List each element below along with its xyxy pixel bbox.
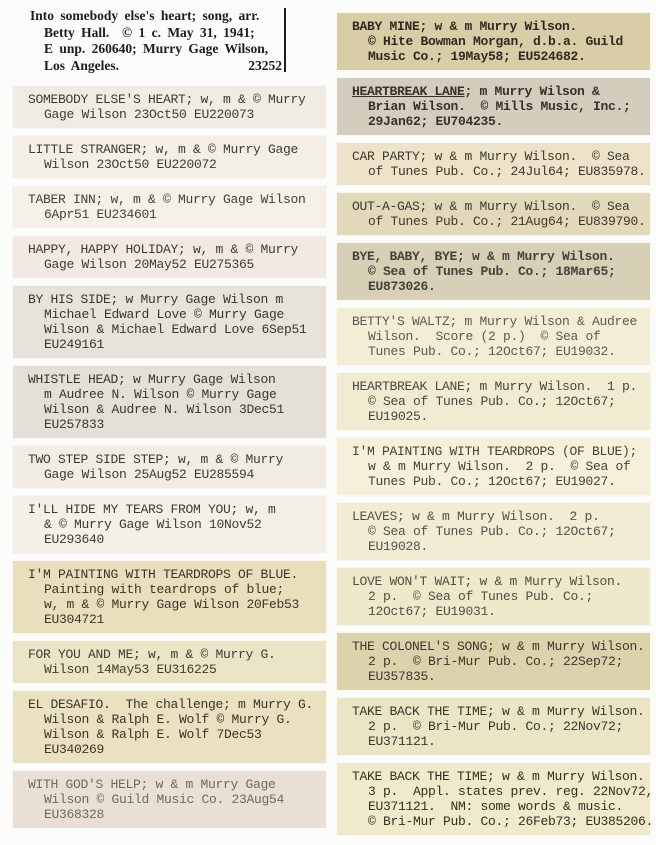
catalog-entry bbox=[337, 633, 650, 690]
entry-line: Gage Wilson 23Oct50 EU220073 bbox=[44, 107, 255, 122]
catalog-entry bbox=[337, 438, 650, 495]
entry-line: © Sea of Tunes Pub. Co.; 12Oct67; bbox=[368, 524, 616, 539]
catalog-entry bbox=[13, 771, 326, 828]
page-number: 23252 bbox=[248, 57, 282, 73]
entry-line: EU304721 bbox=[44, 612, 105, 627]
entry-line: w & m Murry Wilson. 2 p. © Sea of bbox=[368, 459, 631, 474]
catalog-entry bbox=[337, 243, 650, 300]
entry-line: Wilson 14May53 EU316225 bbox=[44, 662, 217, 677]
entry-line: HEARTBREAK LANE; m Murry Wilson. 1 p. bbox=[352, 379, 638, 394]
entry-line: Painting with teardrops of blue; bbox=[44, 582, 285, 597]
entry-line: LITTLE STRANGER; w, m & © Murry Gage bbox=[28, 142, 299, 157]
entry-line: I'LL HIDE MY TEARS FROM YOU; w, m bbox=[28, 502, 276, 517]
entry-line: © Sea of Tunes Pub. Co.; 12Oct67; bbox=[368, 394, 616, 409]
entry-line: EU873026. bbox=[368, 279, 436, 294]
entry-line: Michael Edward Love © Murry Gage bbox=[44, 307, 285, 322]
entry-line: Betty Hall. © 1 c. May 31, 1941; bbox=[44, 24, 255, 40]
catalog-entry bbox=[13, 641, 326, 683]
entry-line: EU257833 bbox=[44, 417, 105, 432]
entry-line: SOMEBODY ELSE'S HEART; w, m & © Murry bbox=[28, 92, 306, 107]
entry-line: FOR YOU AND ME; w, m & © Murry G. bbox=[28, 647, 276, 662]
entry-line: EU249161 bbox=[44, 337, 105, 352]
entry-line: © Sea of Tunes Pub. Co.; 18Mar65; bbox=[368, 264, 616, 279]
catalog-entry bbox=[13, 236, 326, 278]
right-column bbox=[337, 13, 654, 843]
entry-line: 29Jan62; EU704235. bbox=[368, 114, 504, 129]
entry-line: LOVE WON'T WAIT; w & m Murry Wilson. bbox=[352, 574, 623, 589]
catalog-entry bbox=[13, 286, 326, 358]
catalog-entry bbox=[337, 13, 650, 70]
entry-line: Gage Wilson 20May52 EU275365 bbox=[44, 257, 255, 272]
left-column bbox=[13, 86, 326, 836]
entry-line: 6Apr51 EU234601 bbox=[44, 207, 157, 222]
entry-line: EU19025. bbox=[368, 409, 429, 424]
entry-line: of Tunes Pub. Co.; 24Jul64; EU835978. bbox=[368, 164, 646, 179]
entry-line: WITH GOD'S HELP; w & m Murry Gage bbox=[28, 777, 276, 792]
entry-line: Wilson. Score (2 p.) © Sea of bbox=[368, 329, 601, 344]
entry-line: EU371121. NM: some words & music. bbox=[368, 799, 624, 814]
entry-line: LEAVES; w & m Murry Wilson. 2 p. bbox=[352, 509, 600, 524]
entry-line: BABY MINE; w & m Murry Wilson. bbox=[352, 19, 578, 34]
entry-line: EU19028. bbox=[368, 539, 429, 554]
entry-line bbox=[44, 58, 282, 75]
catalog-entry bbox=[13, 366, 326, 438]
entry-line: EU368328 bbox=[44, 807, 105, 822]
catalog-entry bbox=[337, 698, 650, 755]
entry-title: HEARTBREAK LANE bbox=[352, 84, 465, 99]
entry-line: HAPPY, HAPPY HOLIDAY; w, m & © Murry bbox=[28, 242, 299, 257]
entry-city: Los Angeles. bbox=[44, 57, 120, 73]
entry-line: Wilson 23Oct50 EU220072 bbox=[44, 157, 217, 172]
entry-line: E unp. 260640; Murry Gage Wilson, bbox=[44, 41, 269, 56]
catalog-entry bbox=[13, 691, 326, 763]
entry-line: OUT-A-GAS; w & m Murry Wilson. © Sea bbox=[352, 199, 630, 214]
catalog-entry bbox=[337, 763, 654, 835]
entry-line: Brian Wilson. © Mills Music, Inc.; bbox=[368, 99, 631, 114]
catalog-entry bbox=[337, 193, 650, 235]
catalog-entry bbox=[13, 86, 326, 128]
catalog-entry bbox=[337, 143, 650, 185]
entry-line: Wilson & Audree N. Wilson 3Dec51 bbox=[44, 402, 285, 417]
catalog-entry bbox=[13, 186, 326, 228]
entry-line: THE COLONEL'S SONG; w & m Murry Wilson. bbox=[352, 639, 645, 654]
entry-line: Wilson & Ralph E. Wolf © Murry G. bbox=[44, 712, 292, 727]
entry-line: © Hite Bowman Morgan, d.b.a. Guild bbox=[368, 34, 624, 49]
entry-line: m Audree N. Wilson © Murry Gage bbox=[44, 387, 277, 402]
entry-line: Music Co.; 19May58; EU524682. bbox=[368, 49, 586, 64]
entry-line: Gage Wilson 25Aug52 EU285594 bbox=[44, 467, 255, 482]
entry-line: EU293640 bbox=[44, 532, 105, 547]
entry-line: I'M PAINTING WITH TEARDROPS OF BLUE. bbox=[28, 567, 299, 582]
entry-line: TABER INN; w, m & © Murry Gage Wilson bbox=[28, 192, 306, 207]
entry-line: EL DESAFIO. The challenge; m Murry G. bbox=[28, 697, 314, 712]
entry-line: CAR PARTY; w & m Murry Wilson. © Sea bbox=[352, 149, 630, 164]
entry-line: 3 p. Appl. states prev. reg. 22Nov72, bbox=[368, 784, 654, 799]
entry-line: BY HIS SIDE; w Murry Gage Wilson m bbox=[28, 292, 284, 307]
entry-line: 2 p. © Bri-Mur Pub. Co.; 22Sep72; bbox=[368, 654, 624, 669]
entry-line: 2 p. © Bri-Mur Pub. Co.; 22Nov72; bbox=[368, 719, 624, 734]
catalog-entry bbox=[337, 503, 650, 560]
catalog-entry bbox=[337, 373, 650, 430]
entry-line: TWO STEP SIDE STEP; w, m & © Murry bbox=[28, 452, 284, 467]
entry-line: Into somebody else's heart; song, arr. bbox=[30, 8, 260, 23]
entry-line: I'M PAINTING WITH TEARDROPS (OF BLUE); bbox=[352, 444, 638, 459]
catalog-entry bbox=[13, 561, 326, 633]
entry-line: of Tunes Pub. Co.; 21Aug64; EU839790. bbox=[368, 214, 646, 229]
entry-line: Wilson & Michael Edward Love 6Sep51 bbox=[44, 322, 307, 337]
catalog-entry bbox=[13, 446, 326, 488]
entry-line: HEARTBREAK LANE; m Murry Wilson & bbox=[352, 84, 600, 99]
entry-line: BYE, BABY, BYE; w & m Murry Wilson. bbox=[352, 249, 615, 264]
entry-line: Wilson & Ralph E. Wolf 7Dec53 bbox=[44, 727, 262, 742]
entry-line: TAKE BACK THE TIME; w & m Murry Wilson. bbox=[352, 769, 645, 784]
entry-line: EU357835. bbox=[368, 669, 436, 684]
entry-line: w, m & © Murry Gage Wilson 20Feb53 bbox=[44, 597, 300, 612]
entry-line: EU371121. bbox=[368, 734, 436, 749]
entry-line: 12Oct67; EU19031. bbox=[368, 604, 496, 619]
entry-line: BETTY'S WALTZ; m Murry Wilson & Audree bbox=[352, 314, 638, 329]
catalog-entry-1941 bbox=[30, 8, 282, 74]
entry-line: WHISTLE HEAD; w Murry Gage Wilson bbox=[28, 372, 276, 387]
entry-line: 2 p. © Sea of Tunes Pub. Co.; bbox=[368, 589, 594, 604]
catalog-entry bbox=[13, 136, 326, 178]
catalog-entry bbox=[337, 78, 650, 135]
entry-line: © Bri-Mur Pub. Co.; 26Feb73; EU385206. bbox=[368, 814, 654, 829]
catalog-entry bbox=[337, 308, 650, 365]
column-rule bbox=[284, 8, 286, 72]
entry-line: Tunes Pub. Co.; 12Oct67; EU19027. bbox=[368, 474, 616, 489]
entry-line: & © Murry Gage Wilson 10Nov52 bbox=[44, 517, 262, 532]
catalog-entry bbox=[13, 496, 326, 553]
entry-line: Wilson © Guild Music Co. 23Aug54 bbox=[44, 792, 285, 807]
entry-line: TAKE BACK THE TIME; w & m Murry Wilson. bbox=[352, 704, 645, 719]
catalog-entry bbox=[337, 568, 650, 625]
entry-line: EU340269 bbox=[44, 742, 105, 757]
entry-line: Tunes Pub. Co.; 12Oct67; EU19032. bbox=[368, 344, 616, 359]
